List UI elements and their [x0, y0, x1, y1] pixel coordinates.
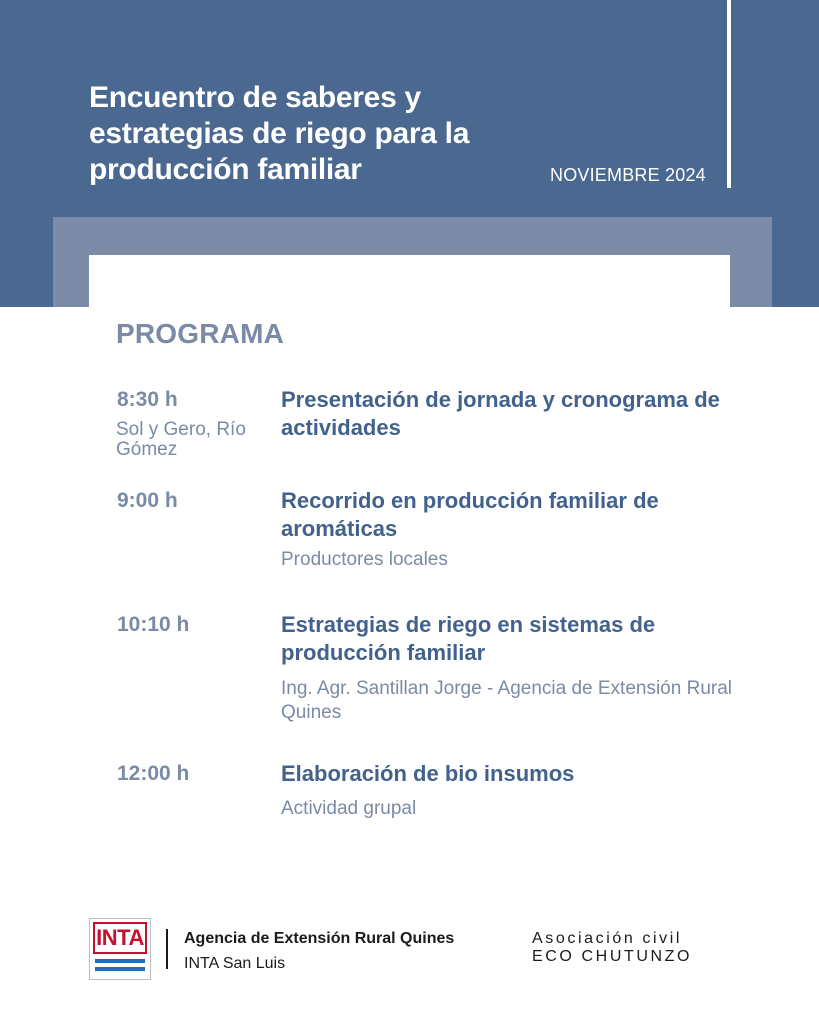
- program-item-speaker: Sol y Gero, Río Gómez: [116, 419, 246, 460]
- program-item-subtitle: Productores locales: [281, 549, 448, 570]
- program-item-subtitle: Actividad grupal: [281, 798, 417, 819]
- program-item-title: Estrategias de riego en sistemas de producción familiar: [281, 612, 656, 665]
- content-card: [89, 255, 730, 315]
- agency-name: Agencia de Extensión Rural Quines: [184, 930, 455, 947]
- event-date: NOVIEMBRE 2024: [550, 165, 706, 185]
- header-divider-line: [727, 0, 731, 188]
- program-heading: PROGRAMA: [116, 318, 285, 349]
- inta-logo: [89, 918, 151, 980]
- program-item-time: 8:30 h: [117, 388, 178, 411]
- program-item-title: Presentación de jornada y cronograma de actividades: [281, 387, 720, 440]
- agency-subtitle: INTA San Luis: [184, 955, 286, 972]
- logo-stripe: [95, 967, 145, 971]
- footer-divider: [166, 929, 168, 969]
- program-item-subtitle: Ing. Agr. Santillan Jorge - Agencia de Extensión Rural Quines: [281, 678, 732, 723]
- program-item-title: Recorrido en producción familiar de aromáticas: [281, 488, 659, 541]
- logo-stripe: [95, 959, 145, 963]
- inta-logo-text: INTA: [93, 922, 147, 954]
- program-item-time: 9:00 h: [117, 489, 178, 512]
- event-title: Encuentro de saberes y estrategias de riego para la producción familiar: [89, 81, 470, 186]
- program-item-time: 12:00 h: [117, 762, 190, 785]
- association-name-line2: ECO CHUTUNZO: [532, 948, 693, 965]
- association-name-line1: Asociación civil: [532, 930, 683, 947]
- program-item-time: 10:10 h: [117, 613, 190, 636]
- program-item-title: Elaboración de bio insumos: [281, 761, 575, 786]
